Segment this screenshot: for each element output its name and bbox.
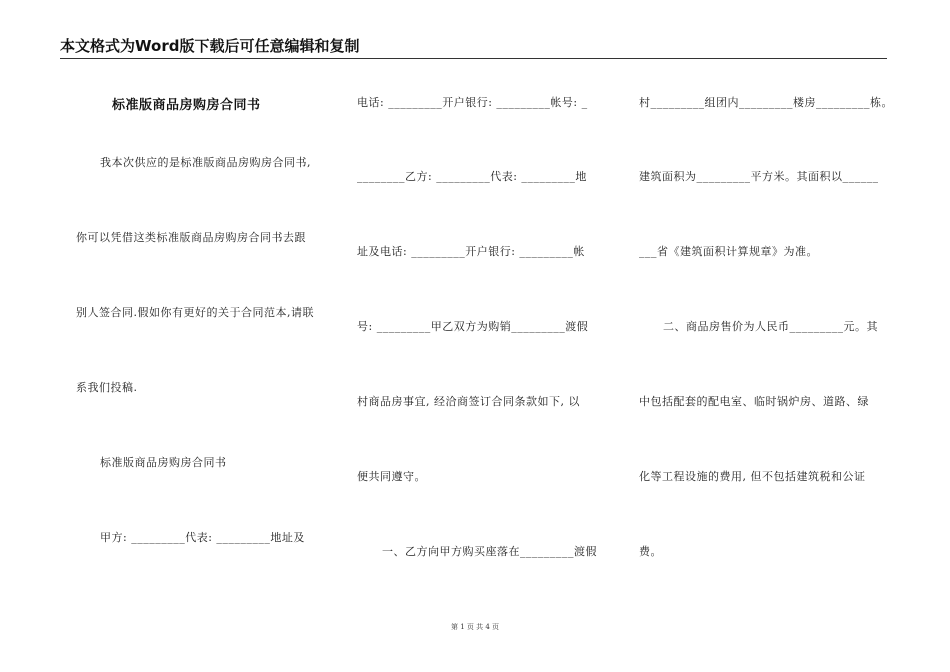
paragraph-line: 甲方: _________代表: _________地址及 [100, 531, 305, 544]
paragraph-line: 便共同遵守。 [357, 470, 426, 483]
paragraph-line: 村商品房事宜, 经洽商签订合同条款如下, 以 [357, 395, 580, 408]
paragraph-line: 址及电话: _________开户银行: _________帐 [357, 245, 585, 258]
paragraph-line: 二、商品房售价为人民币_________元。其 [663, 320, 878, 333]
paragraph-line: ________乙方: _________代表: _________地 [357, 170, 587, 183]
paragraph-line: 一、乙方向甲方购买座落在_________渡假 [382, 545, 597, 558]
paragraph-line: 别人签合同.假如你有更好的关于合同范本,请联 [76, 306, 314, 319]
paragraph-line: ___省《建筑面积计算规章》为准。 [639, 245, 818, 258]
paragraph-line: 村_________组团内_________楼房_________栋。 [639, 96, 893, 109]
paragraph-line: 标准版商品房购房合同书 [100, 456, 227, 469]
paragraph-line: 建筑面积为_________平方米。其面积以______ [639, 170, 879, 183]
paragraph-line: 我本次供应的是标准版商品房购房合同书, [100, 156, 311, 169]
paragraph-line: 号: _________甲乙双方为购销_________渡假 [357, 320, 589, 333]
paragraph-line: 费。 [639, 545, 662, 558]
document-header: 本文格式为Word版下载后可任意编辑和复制 [60, 35, 887, 59]
paragraph-line: 你可以凭借这类标准版商品房购房合同书去跟 [76, 231, 306, 244]
paragraph-line: 中包括配套的配电室、临时锅炉房、道路、绿 [639, 395, 869, 408]
document-title: 标准版商品房购房合同书 [112, 98, 261, 113]
paragraph-line: 系我们投稿. [76, 381, 138, 394]
page-number: 第 1 页 共 4 页 [450, 623, 500, 631]
paragraph-line: 电话: _________开户银行: _________帐号: _ [357, 96, 588, 109]
paragraph-line: 化等工程设施的费用, 但不包括建筑税和公证 [639, 470, 866, 483]
